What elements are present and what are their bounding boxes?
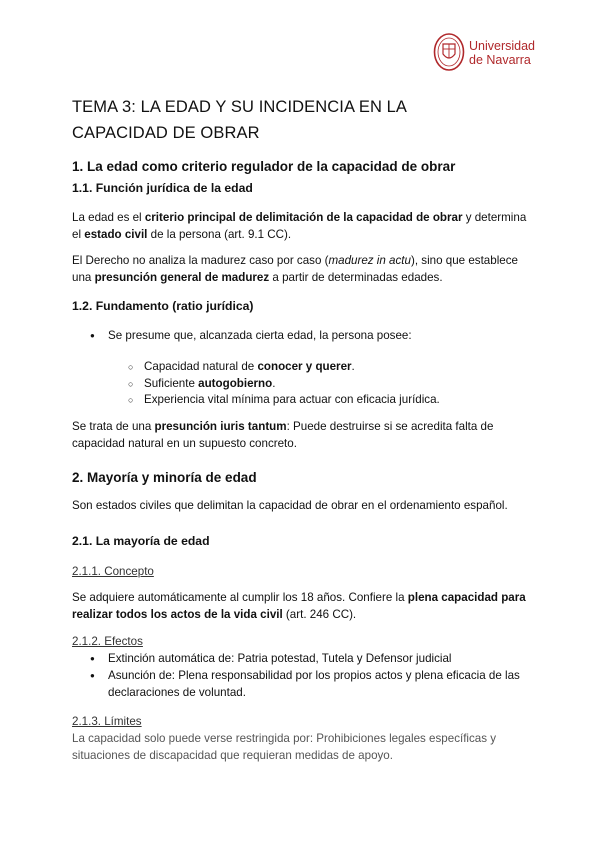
bold-run: criterio principal de delimitación de la capacidad de obrar	[144, 211, 463, 224]
text-run: y determina el	[72, 211, 527, 241]
text-run: (art. 246 CC).	[282, 608, 357, 621]
list-item: ● Extinción automática de: Patria potestad, Tutela y Defensor judicial	[72, 650, 532, 667]
university-name	[469, 39, 535, 67]
section-1-1-heading: 1.1. Función jurídica de la edad	[72, 181, 253, 195]
paragraph-madurez	[72, 252, 532, 286]
list-item	[72, 359, 532, 376]
subsection-limites-heading: 2.1.3. Límites	[72, 715, 142, 728]
page-title	[72, 94, 532, 146]
bold-run: conocer y querer	[257, 360, 352, 373]
title-line-2: CAPACIDAD DE OBRAR	[72, 124, 260, 142]
subsection-efectos-heading: 2.1.2. Efectos	[72, 635, 143, 648]
text-run: .	[351, 360, 355, 373]
text-run: Capacidad natural de	[144, 360, 258, 373]
logo-line-2: de Navarra	[469, 53, 531, 67]
paragraph-estados-civiles: Son estados civiles que delimitan la capacidad de obrar en el ordenamiento español.	[72, 499, 508, 512]
bold-run: estado civil	[84, 228, 148, 241]
list-item: ○ Experiencia vital mínima para actuar con eficacia jurídica.	[72, 392, 532, 409]
text-run: de la persona (art. 9.1 CC).	[147, 228, 292, 241]
university-seal-icon	[433, 32, 465, 72]
text-run: ), sino que establece una	[72, 254, 518, 284]
list-item	[72, 376, 532, 393]
text-run: .	[272, 376, 276, 390]
text-run: El Derecho no analiza la madurez caso por caso (	[72, 254, 329, 267]
text-run: : Puede destruirse si se acredita falta de capacidad natural en un supuesto concreto.	[72, 420, 494, 450]
bullet-list-efectos	[72, 650, 532, 701]
subsection-concepto-heading: 2.1.1. Concepto	[72, 565, 154, 578]
bullet-list-fundamento	[72, 327, 532, 344]
text-run: La edad es el	[72, 211, 145, 224]
paragraph-presuncion	[72, 418, 532, 452]
text-run: Se trata de una	[72, 420, 155, 433]
paragraph-concepto	[72, 589, 532, 623]
logo-line-1: Universidad	[469, 39, 536, 53]
section-2-1-heading: 2.1. La mayoría de edad	[72, 534, 210, 548]
sub-list-capacidades	[72, 359, 532, 409]
text-run: a partir de determinadas edades.	[269, 271, 443, 284]
university-logo	[433, 30, 543, 76]
paragraph-limites: La capacidad solo puede verse restringida por: Prohibiciones legales específicas y situaciones de discapacidad que requieran medidas de apoyo.	[72, 732, 497, 762]
section-1-heading: 1. La edad como criterio regulador de la capacidad de obrar	[72, 159, 456, 174]
section-1-2-heading: 1.2. Fundamento (ratio jurídica)	[72, 299, 254, 313]
list-item: ● Asunción de: Plena responsabilidad por los propios actos y plena eficacia de las declaraciones de voluntad.	[72, 667, 532, 701]
bold-run: presunción general de madurez	[94, 271, 270, 284]
section-2-heading: 2. Mayoría y minoría de edad	[72, 470, 257, 485]
bold-run: autogobierno	[198, 376, 273, 390]
text-run: Se adquiere automáticamente al cumplir los 18 años. Confiere la	[72, 591, 408, 604]
list-item: ● Se presume que, alcanzada cierta edad, la persona posee:	[72, 327, 532, 344]
bold-run: plena capacidad para realizar todos los actos de la vida civil	[72, 591, 526, 621]
title-line-1: TEMA 3: LA EDAD Y SU INCIDENCIA EN LA	[72, 98, 408, 116]
italic-run: madurez in actu	[328, 254, 411, 267]
text-run: Suficiente	[144, 376, 199, 390]
paragraph-funcion-juridica	[72, 209, 532, 243]
bold-run: presunción iuris tantum	[154, 420, 287, 433]
